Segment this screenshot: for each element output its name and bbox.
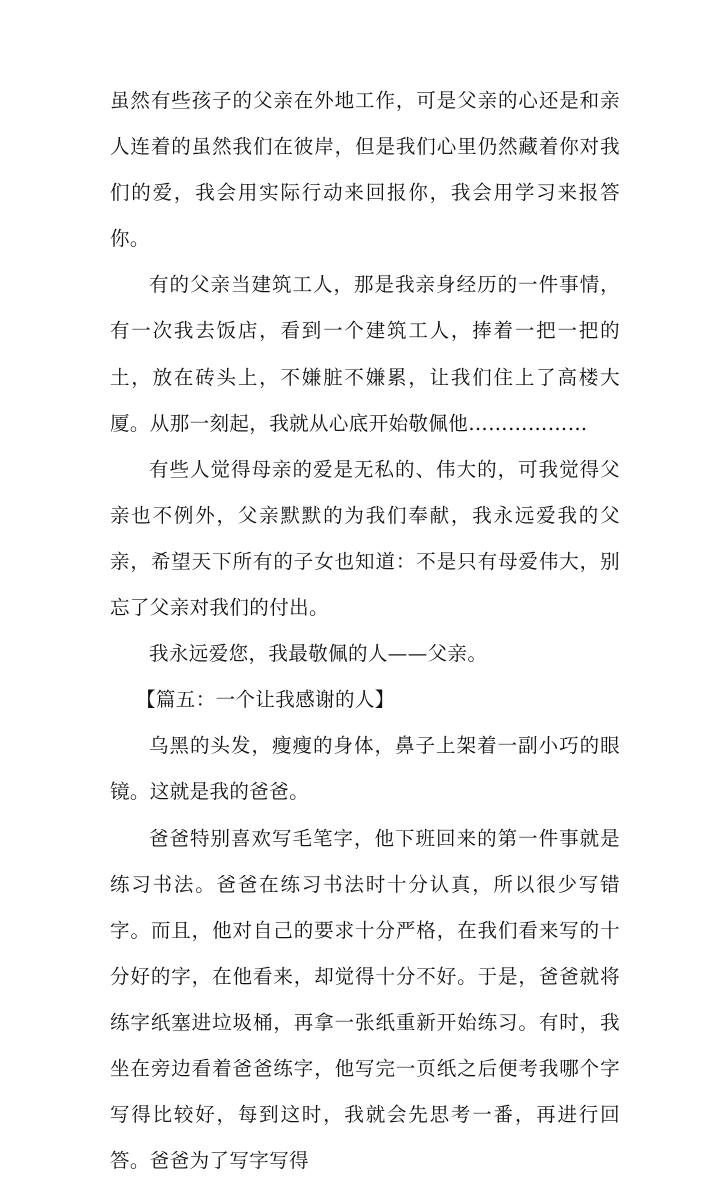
document-page xyxy=(110,78,620,1184)
paragraph-construction-worker: 有的父亲当建筑工人，那是我亲身经历的一件事情，有一次我去饭店，看到一个建筑工人，捧着一把一把的土，放在砖头上，不嫌脏不嫌累，让我们住上了高楼大厦。从那一刻起，我就从心底开始敬佩他……………… xyxy=(110,262,620,446)
paragraph-calligraphy: 爸爸特别喜欢写毛笔字，他下班回来的第一件事就是练习书法。爸爸在练习书法时十分认真，所以很少写错字。而且，他对自己的要求十分严格，在我们看来写的十分好的字，在他看来，却觉得十分不好。于是，爸爸就将练字纸塞进垃圾桶，再拿一张纸重新开始练习。有时，我坐在旁边看着爸爸练字，他写完一页纸之后便考我哪个字写得比较好，每到这时，我就会先思考一番，再进行回答。爸爸为了写字写得 xyxy=(110,816,620,1184)
paragraph-closing: 我永远爱您，我最敬佩的人——父亲。 xyxy=(110,631,620,677)
paragraph-fathers-love: 有些人觉得母亲的爱是无私的、伟大的，可我觉得父亲也不例外，父亲默默的为我们奉献，我永远爱我的父亲，希望天下所有的子女也知道：不是只有母爱伟大，别忘了父亲对我们的付出。 xyxy=(110,447,620,631)
paragraph-father-away: 虽然有些孩子的父亲在外地工作，可是父亲的心还是和亲人连着的虽然我们在彼岸，但是我们心里仍然藏着你对我们的爱，我会用实际行动来回报你，我会用学习来报答你。 xyxy=(110,78,620,262)
paragraph-dad-description: 乌黑的头发，瘦瘦的身体，鼻子上架着一副小巧的眼镜。这就是我的爸爸。 xyxy=(110,723,620,815)
section-heading: 【篇五：一个让我感谢的人】 xyxy=(110,677,620,723)
